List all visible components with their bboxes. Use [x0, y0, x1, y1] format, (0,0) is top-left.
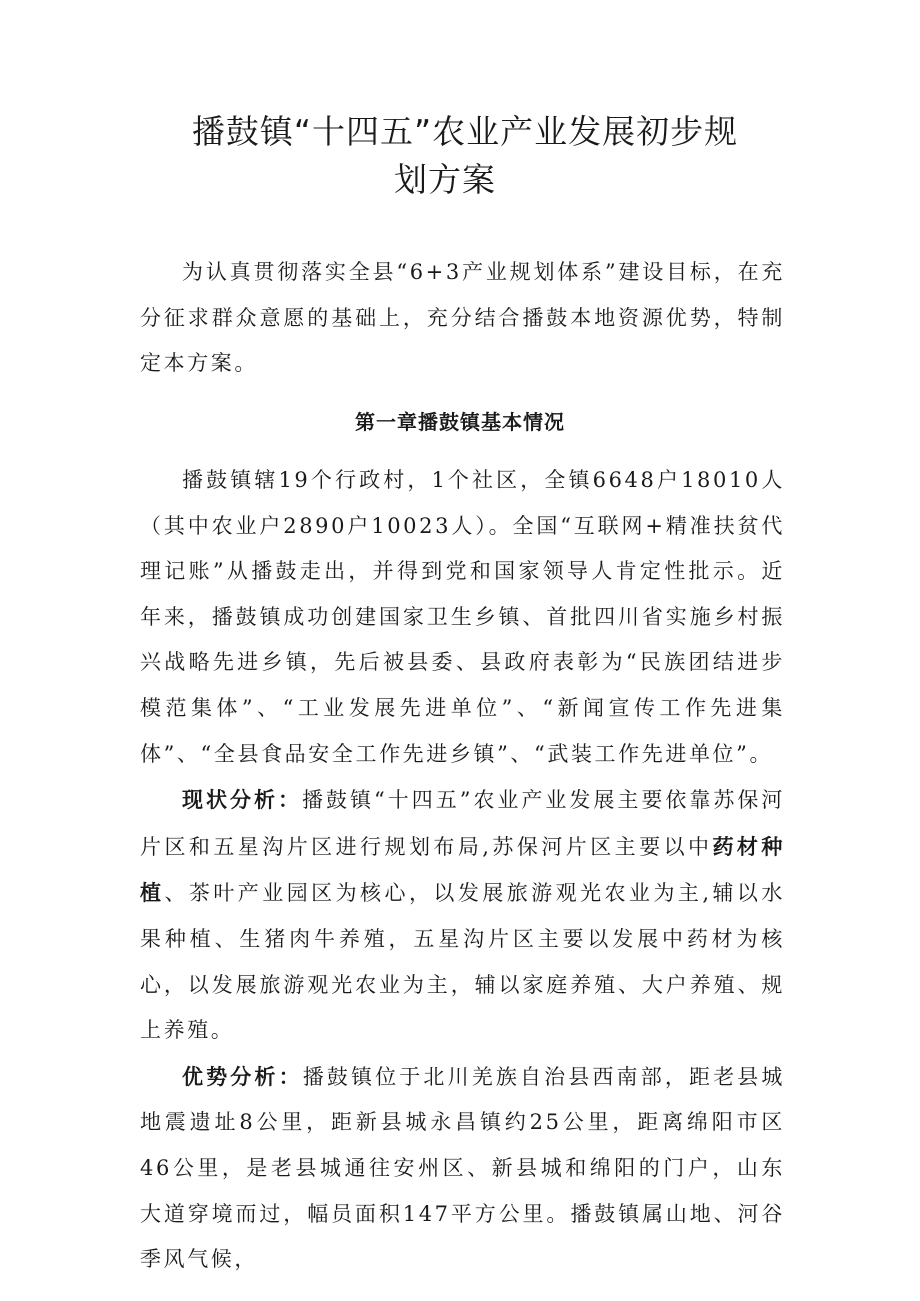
status-analysis-paragraph	[140, 777, 785, 1054]
status-analysis-label: 现状分析：	[182, 787, 302, 813]
status-analysis-text-1: 播鼓镇“十四五”农业产业发展主要依靠苏保河片区和五星沟片区进行规划布局,苏保河片区主要以中	[140, 788, 785, 859]
basic-info-paragraph: 播鼓镇辖19个行政村，1个社区，全镇6648户18010人（其中农业户2890户10023人）。全国“互联网+精准扶贫代理记账”从播鼓走出，并得到党和国家领导人肯定性批示。近年来，播鼓镇成功创建国家卫生乡镇、首批四川省实施乡村振兴战略先进乡镇，先后被县委、县政府表彰为“民族团结进步模范集体”、“工业发展先进单位”、“新闻宣传工作先进集体”、“全县食品安全工作先进乡镇”、“武装工作先进单位”。	[140, 468, 785, 766]
advantage-analysis-text: 播鼓镇位于北川羌族自治县西南部，距老县城地震遗址8公里，距新县城永昌镇约25公里，距离绵阳市区46公里，是老县城通往安州区、新县城和绵阳的门户，山东大道穿境而过，幅员面积147平方公里。播鼓镇属山地、河谷季风气候，	[140, 1064, 786, 1272]
title-line-1: 播鼓镇“十四五”农业产业发展初步规	[191, 112, 739, 151]
document-title	[140, 108, 790, 204]
intro-paragraph: 为认真贯彻落实全县“6+3产业规划体系”建设目标，在充分征求群众意愿的基础上，充分结合播鼓本地资源优势，特制定本方案。	[140, 260, 785, 376]
status-analysis-highlight: 药材种植	[140, 833, 785, 906]
main-section	[140, 458, 785, 1283]
chapter-heading: 第一章播鼓镇基本情况	[355, 410, 565, 434]
advantage-analysis-label: 优势分析：	[182, 1063, 303, 1089]
intro-section	[140, 250, 785, 387]
status-analysis-text-2: 、茶叶产业园区为核心，以发展旅游观光农业为主,辅以水果种植、生猪肉牛养殖，五星沟片区主要以发展中药材为核心，以发展旅游观光农业为主，辅以家庭养殖、大户养殖、规上养殖。	[140, 881, 785, 1043]
advantage-analysis-paragraph	[140, 1054, 785, 1283]
title-line-2: 划方案	[394, 160, 496, 199]
